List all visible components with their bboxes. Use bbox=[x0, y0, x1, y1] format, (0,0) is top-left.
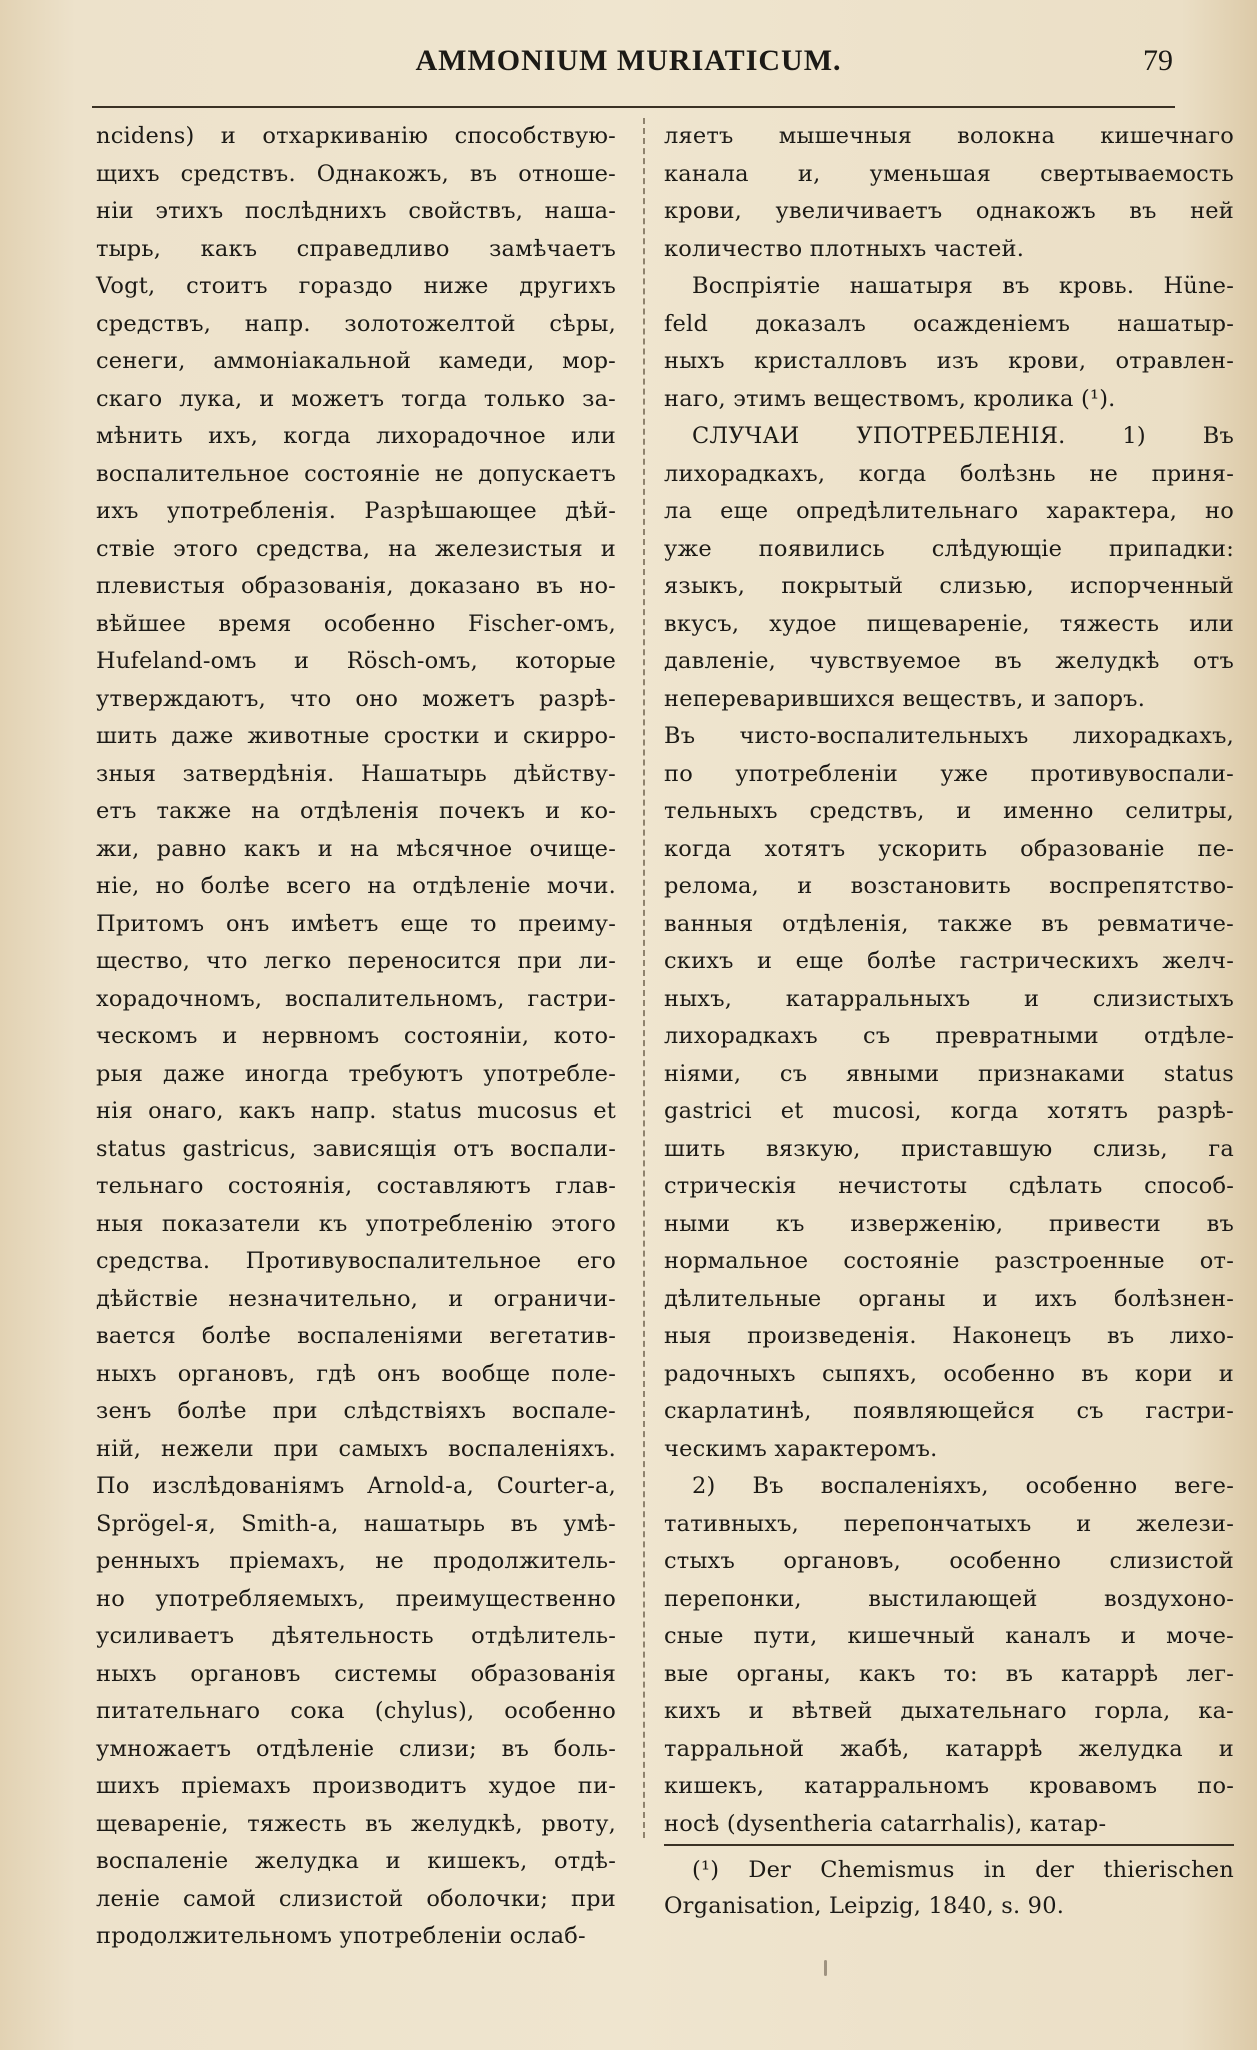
text-line: тарральной жабѣ, катаррѣ желудка и bbox=[664, 1735, 1234, 1762]
text-line: Притомъ онъ имѣетъ еще то преиму- bbox=[96, 910, 616, 937]
text-line: gastrici et mucosi, когда хотятъ разрѣ- bbox=[664, 1098, 1234, 1124]
text-line: но употребляемыхъ, преимущественно bbox=[96, 1585, 616, 1612]
text-line: усиливаетъ дѣятельность отдѣлитель- bbox=[96, 1623, 616, 1649]
text-line: дѣйствіе незначительно, и ограничи- bbox=[96, 1285, 616, 1312]
text-line: воспаленіе желудка и кишекъ, отдѣ- bbox=[96, 1848, 616, 1874]
text-line: лихорадкахъ, когда болѣзнь не приня- bbox=[664, 460, 1234, 487]
text-line: хорадочномъ, воспалительномъ, гастри- bbox=[96, 985, 616, 1012]
text-line: уже появились слѣдующіе припадки: bbox=[664, 535, 1234, 562]
text-line: питательнаго сока (chylus), особенно bbox=[96, 1698, 616, 1724]
text-line: ncidens) и отхаркиванію способствую- bbox=[96, 123, 616, 149]
page-number: 79 bbox=[1143, 44, 1173, 77]
text-line: леніе самой слизистой оболочки; при bbox=[96, 1885, 616, 1912]
left-column bbox=[96, 118, 616, 1956]
text-line: тативныхъ, перепончатыхъ и желези- bbox=[664, 1510, 1234, 1537]
text-line: По изслѣдованіямъ Arnold-а, Courter-а, bbox=[96, 1473, 616, 1499]
text-line: количество плотныхъ частей. bbox=[664, 235, 1025, 262]
text-line: языкъ, покрытый слизью, испорченный bbox=[664, 573, 1234, 599]
text-line: дѣлительные органы и ихъ болѣзнен- bbox=[664, 1285, 1234, 1312]
text-line: ренныхъ пріемахъ, не продолжитель- bbox=[96, 1548, 616, 1574]
text-line: давленіе, чувствуемое въ желудкѣ отъ bbox=[664, 648, 1234, 674]
text-line: зныя затвердѣнія. Нашатырь дѣйству- bbox=[96, 760, 616, 787]
text-line: ніями, съ явными признаками status bbox=[664, 1060, 1234, 1087]
text-line: ныхъ кристалловъ изъ крови, отравлен- bbox=[664, 348, 1234, 374]
text-line: утверждаютъ, что оно можетъ разрѣ- bbox=[96, 685, 616, 712]
text-line: кихъ и вѣтвей дыхательнаго горла, ка- bbox=[664, 1698, 1234, 1724]
right-column bbox=[664, 118, 1234, 1843]
text-line: Vogt, стоитъ гораздо ниже другихъ bbox=[96, 273, 616, 299]
text-line: нормальное состояніе разстроенные от- bbox=[664, 1248, 1234, 1274]
text-line: скарлатинѣ, появляющейся съ гастри- bbox=[664, 1398, 1234, 1424]
text-line: Воспріятіе нашатыря въ кровь. Hüne- bbox=[692, 273, 1234, 299]
text-line: ными къ изверженію, привести въ bbox=[664, 1210, 1234, 1237]
text-line: носѣ (dysentheria catarrhalis), катар- bbox=[664, 1810, 1107, 1837]
text-line: канала и, уменьшая свертываемость bbox=[664, 160, 1234, 187]
text-line: воспалительное состояніе не допускаетъ bbox=[96, 460, 616, 487]
text-line: щихъ средствъ. Однакожъ, въ отноше- bbox=[96, 160, 616, 187]
text-line: ніе, но болѣе всего на отдѣленіе мочи. bbox=[96, 873, 616, 899]
text-line: мѣнить ихъ, когда лихорадочное или bbox=[96, 423, 616, 449]
text-line: СЛУЧАИ УПОТРЕБЛЕНІЯ. 1) Въ bbox=[692, 423, 1234, 449]
text-line: тельнаго состоянія, составляютъ глав- bbox=[96, 1173, 616, 1199]
text-line: зенъ болѣе при слѣдствіяхъ воспале- bbox=[96, 1398, 616, 1424]
text-line: кишекъ, катарральномъ кровавомъ по- bbox=[664, 1773, 1234, 1799]
text-line: ныхъ, катарральныхъ и слизистыхъ bbox=[664, 985, 1234, 1012]
text-line: ствіе этого средства, на железистыя и bbox=[96, 535, 616, 562]
text-line: тельныхъ средствъ, и именно селитры, bbox=[664, 798, 1234, 824]
text-line: когда хотятъ ускорить образованіе пе- bbox=[664, 835, 1234, 862]
text-line: Sprögel-я, Smith-а, нашатырь въ умѣ- bbox=[96, 1510, 616, 1537]
text-line: ній, нежели при самыхъ воспаленіяхъ. bbox=[96, 1435, 616, 1462]
footnote bbox=[664, 1852, 1234, 1924]
text-line: непереварившихся веществъ, и запоръ. bbox=[664, 685, 1146, 712]
footnote-line: (¹) Der Chemismus in der thierischen bbox=[692, 1857, 1234, 1883]
running-title: AMMONIUM MURIATICUM. bbox=[415, 44, 842, 77]
text-line: ныя показатели къ употребленію этого bbox=[96, 1210, 616, 1237]
text-line: шихъ пріемахъ производитъ худое пи- bbox=[96, 1773, 616, 1799]
text-line: крови, увеличиваетъ однакожъ въ ней bbox=[664, 198, 1234, 224]
text-line: вкусъ, худое пищевареніе, тяжесть или bbox=[664, 610, 1234, 637]
text-line: радочныхъ сыпяхъ, особенно въ кори и bbox=[664, 1360, 1234, 1387]
text-line: вые органы, какъ то: въ катаррѣ лег- bbox=[664, 1660, 1234, 1687]
text-line: скихъ и еще болѣе гастрическихъ желч- bbox=[664, 948, 1234, 974]
text-line: ніи этихъ послѣднихъ свойствъ, наша- bbox=[96, 198, 616, 224]
text-line: сенеги, аммоніакальной камеди, мор- bbox=[96, 348, 616, 374]
text-line: релома, и возстановить воспрепятство- bbox=[664, 873, 1234, 899]
text-line: ихъ употребленія. Разрѣшающее дѣй- bbox=[96, 498, 616, 524]
text-line: вается болѣе воспаленіями вегетатив- bbox=[96, 1323, 616, 1349]
header-rule bbox=[92, 106, 1175, 108]
text-line: перепонки, выстилающей воздухоно- bbox=[664, 1585, 1234, 1612]
text-line: щевареніе, тяжесть въ желудкѣ, рвоту, bbox=[96, 1810, 616, 1837]
text-line: ныхъ органовъ системы образованія bbox=[96, 1660, 616, 1687]
text-line: плевистыя образованія, доказано въ но- bbox=[96, 573, 616, 599]
text-line: етъ также на отдѣленія почекъ и ко- bbox=[96, 798, 616, 824]
text-line: ческомъ и нервномъ состояніи, кото- bbox=[96, 1023, 616, 1049]
text-line: Въ чисто-воспалительныхъ лихорадкахъ, bbox=[664, 723, 1234, 749]
text-line: лихорадкахъ съ превратными отдѣле- bbox=[664, 1023, 1234, 1049]
text-line: жи, равно какъ и на мѣсячное очище- bbox=[96, 835, 616, 862]
text-line: ванныя отдѣленія, также въ ревматиче- bbox=[664, 910, 1234, 937]
text-line: продолжительномъ употребленіи ослаб- bbox=[96, 1923, 586, 1949]
column-divider bbox=[643, 118, 645, 1838]
text-line: рыя даже иногда требуютъ употребле- bbox=[96, 1060, 616, 1087]
text-line: ныя произведенія. Наконецъ въ лихо- bbox=[664, 1323, 1234, 1349]
text-line: сные пути, кишечный каналъ и моче- bbox=[664, 1623, 1234, 1649]
text-line: наго, этимъ веществомъ, кролика (¹). bbox=[664, 385, 1116, 412]
text-line: шить даже животные сростки и скирро- bbox=[96, 723, 616, 749]
text-line: шить вязкую, приставшую слизь, га bbox=[664, 1135, 1234, 1162]
running-head bbox=[0, 44, 1257, 84]
text-line: Hufeland-омъ и Rösch-омъ, которые bbox=[96, 648, 616, 674]
text-line: 2) Въ воспаленіяхъ, особенно веге- bbox=[692, 1473, 1234, 1499]
text-line: средства. Противувоспалительное его bbox=[96, 1248, 616, 1274]
text-line: вѣйшее время особенно Fischer-омъ, bbox=[96, 610, 616, 637]
text-line: ла еще опредѣлительнаго характера, но bbox=[664, 498, 1234, 524]
text-line: тырь, какъ справедливо замѣчаетъ bbox=[96, 235, 616, 262]
text-line: ляетъ мышечныя волокна кишечнаго bbox=[664, 123, 1234, 149]
text-line: ныхъ органовъ, гдѣ онъ вообще поле- bbox=[96, 1360, 616, 1387]
text-line: нія онаго, какъ напр. status mucosus et bbox=[96, 1098, 616, 1124]
text-line: feld доказалъ осажденіемъ нашатыр- bbox=[664, 310, 1234, 337]
text-line: status gastricus, зависящія отъ воспали- bbox=[96, 1135, 616, 1162]
text-line: умножаетъ отдѣленіе слизи; въ боль- bbox=[96, 1735, 616, 1762]
footnote-line: Organisation, Leipzig, 1840, s. 90. bbox=[664, 1893, 1065, 1919]
text-line: скаго лука, и можетъ тогда только за- bbox=[96, 385, 616, 412]
text-line: ческимъ характеромъ. bbox=[664, 1435, 938, 1462]
ink-smudge bbox=[824, 1960, 827, 1976]
footnote-rule bbox=[664, 1844, 1234, 1846]
text-line: по употребленіи уже противувоспали- bbox=[664, 760, 1234, 787]
text-line: стрическія нечистоты сдѣлать способ- bbox=[664, 1173, 1234, 1199]
text-line: средствъ, напр. золотожелтой сѣры, bbox=[96, 310, 616, 337]
text-line: стыхъ органовъ, особенно слизистой bbox=[664, 1548, 1234, 1574]
text-line: щество, что легко переносится при ли- bbox=[96, 948, 616, 974]
